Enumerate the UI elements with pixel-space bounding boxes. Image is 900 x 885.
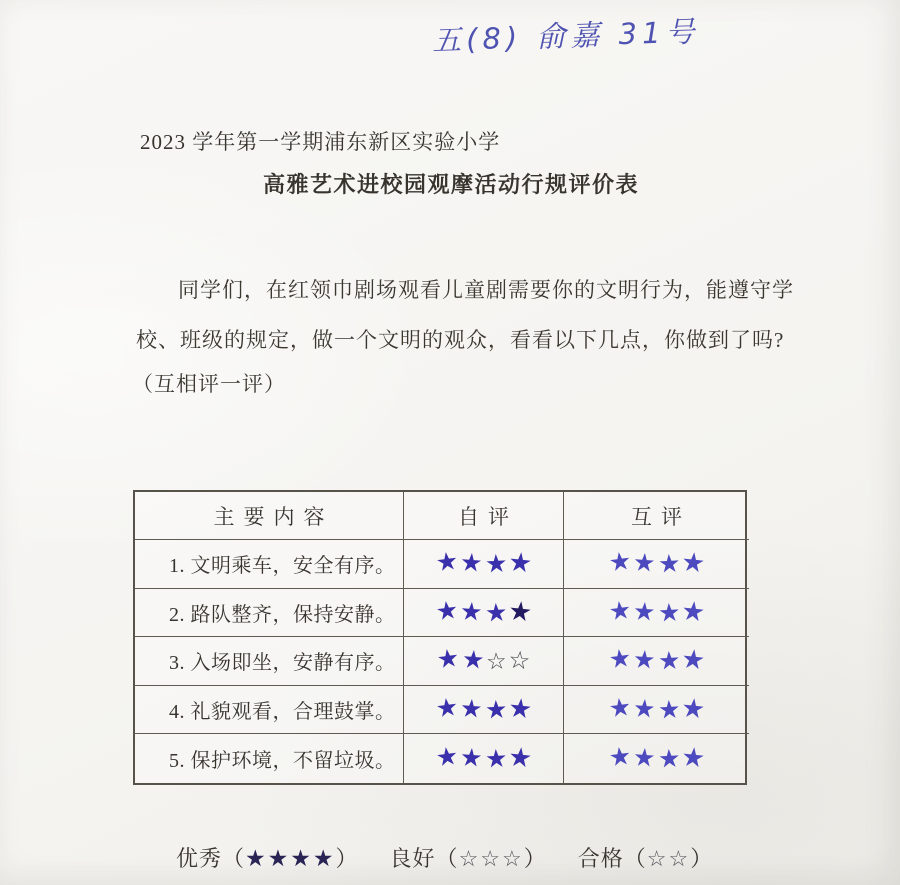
star-filled-icon: ★	[656, 647, 681, 677]
legend-paren-open: （	[222, 846, 246, 871]
star-filled-icon: ★	[460, 646, 486, 676]
peer-eval-stars	[564, 589, 749, 638]
peer-eval-stars	[564, 540, 749, 589]
star-filled-icon: ★	[656, 599, 681, 628]
star-filled-icon: ★	[506, 596, 534, 628]
star-filled-icon: ★	[632, 695, 657, 724]
star-filled-icon: ★	[632, 549, 657, 579]
star-filled-icon: ★	[632, 646, 657, 676]
legend-paren-open: （	[623, 846, 647, 871]
legend-item	[176, 846, 359, 871]
document-title-line1: 2023 学年第一学期浦东新区实验小学	[140, 130, 501, 154]
evaluation-table	[133, 490, 747, 785]
handwritten-student-info: 五(8) 俞嘉 31号	[431, 14, 700, 58]
star-filled-icon: ★	[459, 598, 484, 627]
star-filled-icon: ★	[679, 548, 707, 580]
star-filled-icon: ★	[459, 744, 484, 773]
star-filled-icon: ★	[632, 598, 657, 627]
table-row-content: 2. 路队整齐，保持安静。	[135, 589, 404, 638]
legend-stars-outline: ☆☆☆	[458, 846, 524, 871]
star-filled-icon: ★	[435, 645, 462, 675]
star-filled-icon: ★	[632, 744, 657, 773]
table-row-content: 5. 保护环境，不留垃圾。	[135, 734, 404, 783]
star-filled-icon: ★	[433, 742, 460, 773]
legend-label: 良好	[389, 846, 436, 871]
star-filled-icon: ★	[679, 694, 707, 726]
star-filled-icon: ★	[433, 596, 460, 627]
legend-item	[390, 846, 547, 871]
table-header-self-eval: 自评	[404, 492, 564, 540]
table-row-content: 1. 文明乘车，安全有序。	[135, 540, 404, 589]
star-filled-icon: ★	[656, 550, 681, 579]
star-filled-icon: ★	[679, 596, 707, 628]
legend-stars-outline: ☆☆	[646, 846, 691, 871]
table-header-main-content: 主要内容	[135, 492, 404, 540]
legend-label: 优秀	[176, 846, 223, 871]
star-filled-icon: ★	[606, 693, 633, 724]
star-filled-icon: ★	[483, 745, 508, 774]
table-row-content: 3. 入场即坐，安静有序。	[135, 637, 404, 686]
legend-label: 合格	[577, 846, 624, 871]
rating-legend	[176, 842, 744, 873]
star-filled-icon: ★	[606, 645, 633, 675]
legend-paren-close: ）	[523, 846, 547, 871]
star-filled-icon: ★	[433, 548, 460, 578]
star-filled-icon: ★	[483, 550, 508, 579]
intro-paragraph-line1: 同学们，在红领巾剧场观看儿童剧需要你的文明行为，能遵守学	[178, 278, 794, 302]
star-filled-icon: ★	[506, 548, 534, 580]
star-filled-icon: ★	[606, 742, 633, 773]
star-filled-icon: ★	[606, 548, 633, 578]
self-eval-stars	[404, 686, 564, 735]
star-filled-icon: ★	[506, 694, 534, 726]
star-filled-icon: ★	[679, 645, 707, 677]
table-row-content: 4. 礼貌观看，合理鼓掌。	[135, 686, 404, 735]
star-outline-icon: ☆	[506, 646, 532, 676]
star-outline-icon: ☆	[485, 648, 508, 676]
legend-paren-close: ）	[690, 846, 714, 871]
star-filled-icon: ★	[483, 599, 508, 628]
legend-item	[578, 846, 714, 871]
peer-eval-stars	[564, 637, 749, 686]
peer-eval-stars	[564, 734, 749, 783]
self-eval-stars	[404, 734, 564, 783]
star-filled-icon: ★	[606, 596, 633, 627]
star-filled-icon: ★	[459, 695, 484, 724]
star-filled-icon: ★	[433, 693, 460, 724]
legend-paren-close: ）	[335, 846, 359, 871]
legend-stars-filled: ★★★★	[245, 846, 336, 871]
star-filled-icon: ★	[656, 696, 681, 725]
table-header-peer-eval: 互评	[564, 492, 749, 540]
self-eval-stars	[404, 540, 564, 589]
legend-paren-open: （	[435, 846, 459, 871]
star-filled-icon: ★	[459, 549, 484, 579]
document-title-line2: 高雅艺术进校园观摩活动行规评价表	[263, 172, 640, 197]
self-eval-stars	[404, 637, 564, 686]
star-filled-icon: ★	[679, 743, 707, 775]
self-eval-stars	[404, 589, 564, 638]
star-filled-icon: ★	[506, 743, 534, 775]
star-filled-icon: ★	[483, 696, 508, 725]
peer-eval-stars	[564, 686, 749, 735]
star-filled-icon: ★	[656, 745, 681, 774]
intro-paragraph-line2: 校、班级的规定，做一个文明的观众，看看以下几点，你做到了吗?	[136, 328, 785, 352]
intro-paragraph-line3: （互相评一评）	[132, 372, 286, 396]
